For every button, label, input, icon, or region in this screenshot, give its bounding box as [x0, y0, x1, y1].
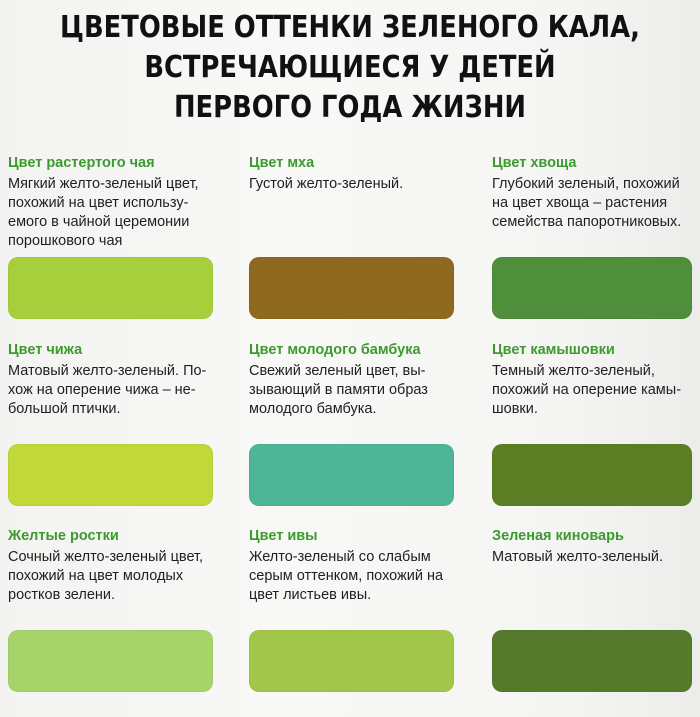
color-item-young-bamboo: [249, 342, 474, 419]
color-item-green-cinnabar: [492, 528, 700, 567]
color-description: Желто-зеленый со слабым серым оттенком, похожий на цвет листьев ивы.: [249, 549, 444, 603]
color-swatch-warbler: [492, 444, 692, 506]
color-name: Цвет молодого бамбука: [249, 342, 421, 358]
color-swatch-siskin: [8, 444, 213, 506]
color-description: Темный желто-зеленый, похожий на оперение камы- шовки.: [492, 363, 682, 417]
color-description: Сочный желто-зеленый цвет, похожий на цвет молодых ростков зелени.: [8, 549, 204, 603]
color-name: Цвет мха: [249, 155, 315, 171]
color-item-yellow-sprouts: [8, 528, 233, 605]
color-swatch-young-bamboo: [249, 444, 454, 506]
color-description: Густой желто-зеленый.: [249, 176, 404, 192]
color-item-horsetail: [492, 155, 700, 232]
color-swatch-matcha: [8, 257, 213, 319]
title-line-3: ПЕРВОГО ГОДА ЖИЗНИ: [173, 90, 527, 125]
color-swatch-horsetail: [492, 257, 692, 319]
color-swatch-willow: [249, 630, 454, 692]
title-line-1: ЦВЕТОВЫЕ ОТТЕНКИ ЗЕЛЕНОГО КАЛА,: [60, 10, 640, 45]
color-name: Желтые ростки: [8, 528, 119, 544]
color-swatch-green-cinnabar: [492, 630, 692, 692]
color-name: Цвет растертого чая: [8, 155, 155, 171]
color-swatch-yellow-sprouts: [8, 630, 213, 692]
color-description: Глубокий зеленый, похожий на цвет хвоща – растения семейства папоротниковых.: [492, 176, 682, 230]
color-name: Зеленая киноварь: [492, 528, 624, 544]
color-name: Цвет хвоща: [492, 155, 577, 171]
title-line-2: ВСТРЕЧАЮЩИЕСЯ У ДЕТЕЙ: [144, 50, 556, 85]
color-name: Цвет чижа: [8, 342, 83, 358]
color-description: Матовый желто-зеленый.: [492, 549, 664, 565]
color-item-moss: [249, 155, 474, 194]
color-item-willow: [249, 528, 474, 605]
color-item-matcha: [8, 155, 233, 251]
color-description: Свежий зеленый цвет, вы- зывающий в памяти образ молодого бамбука.: [249, 363, 428, 417]
color-description: Матовый желто-зеленый. По- хож на оперение чижа – не- большой птички.: [8, 363, 207, 417]
color-swatch-moss: [249, 257, 454, 319]
color-name: Цвет ивы: [249, 528, 318, 544]
page-title: [49, 8, 651, 128]
color-name: Цвет камышовки: [492, 342, 615, 358]
color-item-warbler: [492, 342, 700, 419]
color-description: Мягкий желто-зеленый цвет, похожий на цвет использу- емого в чайной церемонии порошкового чая: [8, 176, 199, 249]
color-item-siskin: [8, 342, 233, 419]
